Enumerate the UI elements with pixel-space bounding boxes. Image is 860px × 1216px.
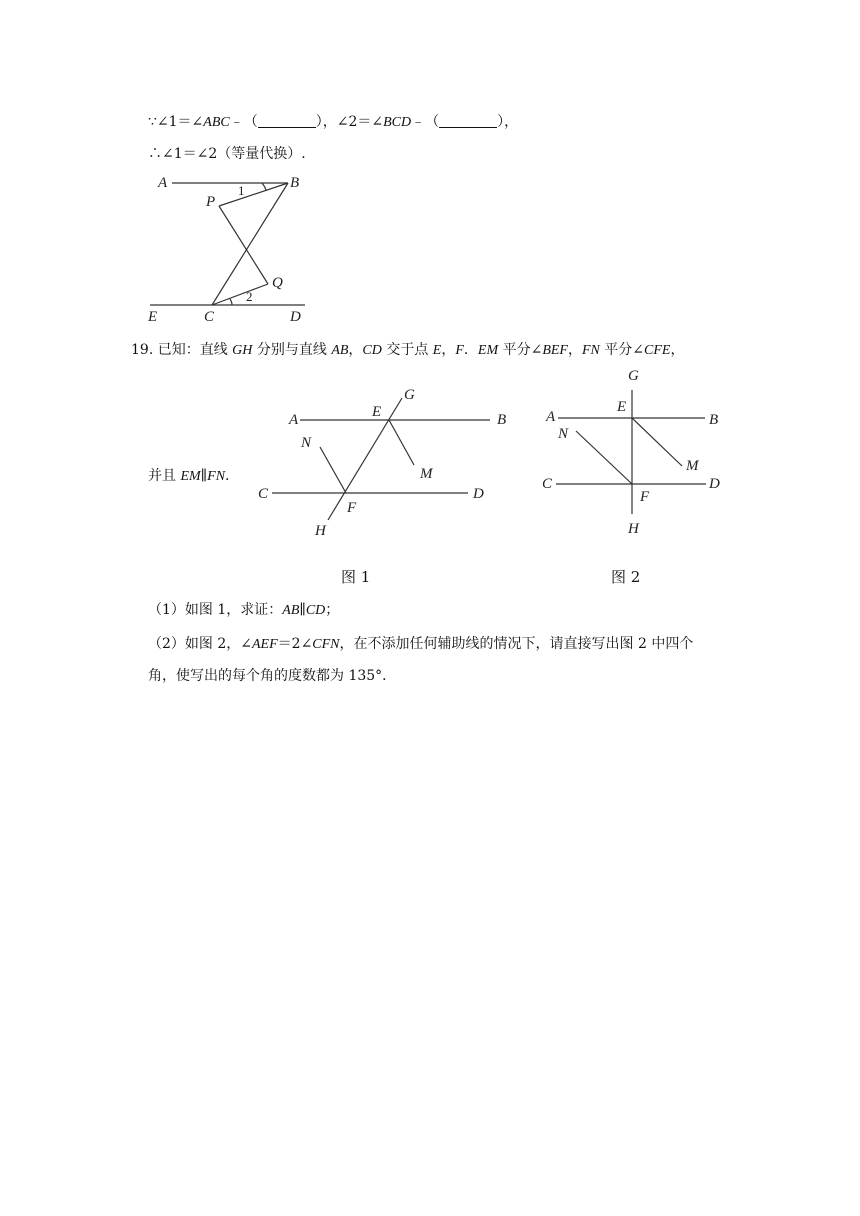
part-2-line-2 (148, 666, 396, 686)
proof-conclusion: ∴∠1＝∠2（等量代换）. (148, 146, 306, 162)
text: ； (325, 602, 340, 618)
label-m: M (420, 466, 433, 482)
ray-fn: FN (581, 343, 600, 358)
figure-2-caption: 图 2 (611, 568, 641, 586)
text: ． (463, 342, 478, 358)
text: . (225, 468, 230, 484)
label-n: N (301, 435, 312, 451)
label-b: B (290, 175, 300, 191)
text: ， (441, 342, 456, 358)
label-b: B (709, 412, 719, 428)
label-h: H (315, 523, 326, 539)
proof-text: ﹣（ (229, 114, 258, 130)
label-a: A (158, 175, 168, 191)
label-q: Q (272, 275, 283, 291)
text: 平分∠ (599, 342, 645, 358)
angle-aef: AEF (252, 637, 278, 652)
proof-text: ）， (497, 114, 519, 130)
text: ， (348, 342, 363, 358)
parallel-symbol: ∥ (200, 468, 208, 484)
label-d: D (290, 309, 301, 325)
text: ，在不添加任何辅助线的情况下，请直接写出图 2 中四个 (339, 636, 694, 652)
part-1 (148, 600, 339, 621)
label-d: D (473, 486, 484, 502)
angle-bef: BEF (542, 343, 568, 358)
ray-em (632, 418, 682, 466)
text: （1）如图 1，求证： (148, 602, 283, 618)
text: 并且 (148, 468, 181, 484)
label-a: A (289, 412, 299, 428)
ray-em: EM (180, 469, 201, 484)
label-g: G (628, 368, 639, 384)
label-h: H (628, 521, 639, 537)
label-d: D (709, 476, 720, 492)
label-a: A (546, 409, 556, 425)
label-f: F (347, 500, 357, 516)
angle-abc: ABC (203, 115, 230, 130)
proof-text: ﹣（ (411, 114, 440, 130)
text: 角，使写出的每个角的度数都为 135°． (148, 668, 397, 684)
ray-em: EM (477, 343, 499, 358)
point-e: E (432, 343, 442, 358)
angle-bcd: BCD (383, 115, 412, 130)
label-c: C (542, 476, 553, 492)
label-e: E (617, 399, 627, 415)
label-angle-1: 1 (238, 183, 245, 198)
ray-fn: FN (207, 469, 226, 484)
text: 交于点 (381, 342, 433, 358)
label-e: E (148, 309, 158, 325)
text: 分别与直线 (252, 342, 332, 358)
point-f: F (455, 343, 464, 358)
label-n: N (558, 426, 569, 442)
label-f: F (640, 489, 650, 505)
label-c: C (258, 486, 269, 502)
text: ＝2∠ (277, 636, 313, 652)
label-angle-2: 2 (246, 289, 253, 304)
figure-1-caption: 图 1 (341, 568, 371, 586)
label-g: G (404, 387, 415, 403)
text: （2）如图 2，∠ (148, 636, 252, 652)
angle-cfe: CFE (644, 343, 671, 358)
proof-text: ∵∠1＝∠ (148, 114, 204, 130)
problem-number: 19. (131, 342, 154, 358)
angle-cfn: CFN (312, 637, 340, 652)
text: 已知：直线 (157, 342, 233, 358)
label-c: C (204, 309, 215, 325)
text: ， (670, 342, 685, 358)
text: 平分∠ (498, 342, 543, 358)
part-2-line-1 (148, 634, 693, 655)
line-ab-name: AB (282, 603, 300, 618)
line-cd-name: CD (305, 603, 326, 618)
text: ， (567, 342, 582, 358)
line-ab-name: AB (331, 343, 349, 358)
label-p: P (206, 194, 216, 210)
ray-fn (576, 431, 632, 484)
parallel-symbol: ∥ (299, 602, 306, 618)
label-e: E (372, 404, 382, 420)
line-gh-name: GH (232, 343, 253, 358)
label-b: B (497, 412, 507, 428)
label-m: M (686, 458, 699, 474)
proof-text: ），∠2＝∠ (315, 114, 384, 130)
line-cd-name: CD (362, 343, 382, 358)
